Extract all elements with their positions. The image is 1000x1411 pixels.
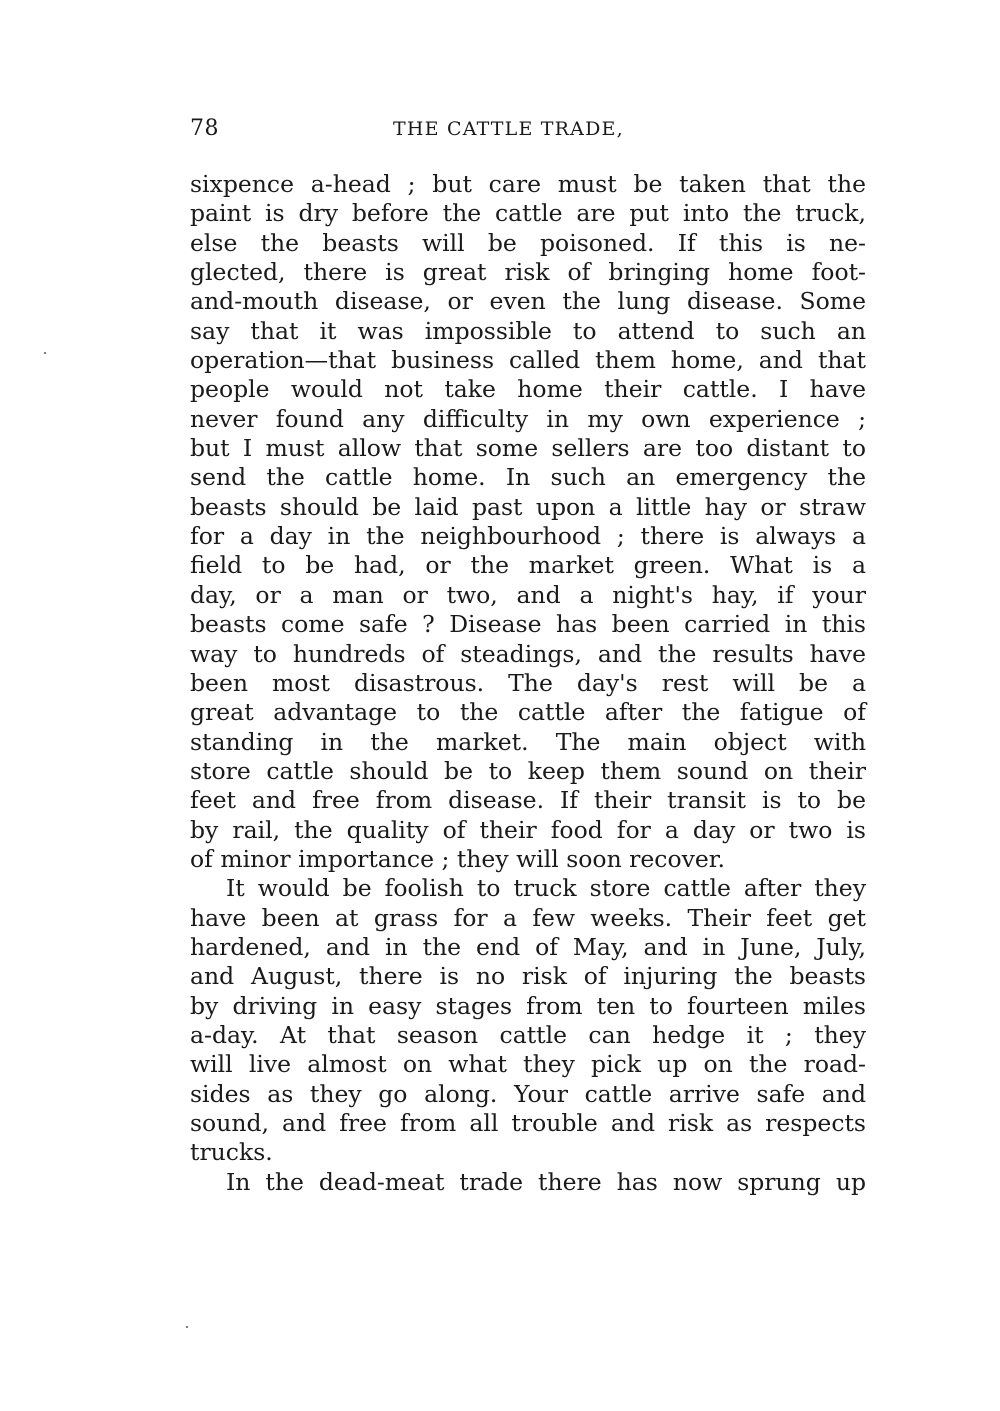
text-line: trucks. bbox=[190, 1138, 273, 1167]
text-line: In the dead-meat trade there has now sprung up bbox=[226, 1167, 866, 1196]
text-line: will live almost on what they pick up on the road- bbox=[190, 1050, 866, 1079]
text-line: beasts come safe ? Disease has been carried in this bbox=[190, 610, 866, 639]
scan-speck bbox=[44, 352, 46, 354]
text-line: and August, there is no risk of injuring the beasts bbox=[190, 962, 866, 991]
text-line: been most disastrous. The day's rest will be a bbox=[190, 668, 866, 697]
text-line: great advantage to the cattle after the fatigue of bbox=[190, 698, 866, 727]
text-line: store cattle should be to keep them sound on their bbox=[190, 756, 866, 785]
text-line: never found any difficulty in my own experience ; bbox=[190, 404, 866, 433]
body-text bbox=[190, 170, 866, 1197]
text-line: and-mouth disease, or even the lung disease. Some bbox=[190, 287, 866, 316]
running-title: THE CATTLE TRADE, bbox=[393, 118, 624, 140]
text-line: else the beasts will be poisoned. If this is ne- bbox=[190, 228, 866, 257]
text-line: by driving in easy stages from ten to fourteen miles bbox=[190, 991, 866, 1020]
text-line: It would be foolish to truck store cattle after they bbox=[226, 874, 866, 903]
text-line: sixpence a-head ; but care must be taken that the bbox=[190, 170, 866, 198]
text-line: feet and free from disease. If their transit is to be bbox=[190, 786, 866, 815]
scan-speck bbox=[186, 1326, 188, 1328]
page-number: 78 bbox=[190, 116, 219, 141]
text-line: operation—that business called them home, and that bbox=[190, 346, 866, 375]
text-line: way to hundreds of steadings, and the results have bbox=[190, 639, 866, 668]
text-line: of minor importance ; they will soon recover. bbox=[190, 844, 725, 873]
text-line: have been at grass for a few weeks. Their feet get bbox=[190, 903, 866, 932]
text-line: people would not take home their cattle. I have bbox=[190, 375, 866, 404]
text-line: day, or a man or two, and a night's hay, if your bbox=[190, 580, 866, 609]
text-line: paint is dry before the cattle are put into the truck, bbox=[190, 199, 866, 228]
text-line: sides as they go along. Your cattle arrive safe and bbox=[190, 1079, 866, 1108]
text-line: send the cattle home. In such an emergency the bbox=[190, 463, 866, 492]
text-line: say that it was impossible to attend to such an bbox=[190, 316, 866, 345]
text-line: standing in the market. The main object with bbox=[190, 727, 866, 756]
text-line: a-day. At that season cattle can hedge it ; they bbox=[190, 1020, 866, 1049]
text-line: but I must allow that some sellers are too distant to bbox=[190, 434, 866, 463]
text-line: beasts should be laid past upon a little hay or straw bbox=[190, 492, 866, 521]
text-line: for a day in the neighbourhood ; there is always a bbox=[190, 522, 866, 551]
text-line: glected, there is great risk of bringing home foot- bbox=[190, 258, 866, 287]
text-line: by rail, the quality of their food for a day or two is bbox=[190, 815, 866, 844]
text-line: hardened, and in the end of May, and in June, July, bbox=[190, 932, 866, 961]
text-line: sound, and free from all trouble and risk as respects bbox=[190, 1109, 866, 1137]
text-line: field to be had, or the market green. What is a bbox=[190, 551, 866, 580]
